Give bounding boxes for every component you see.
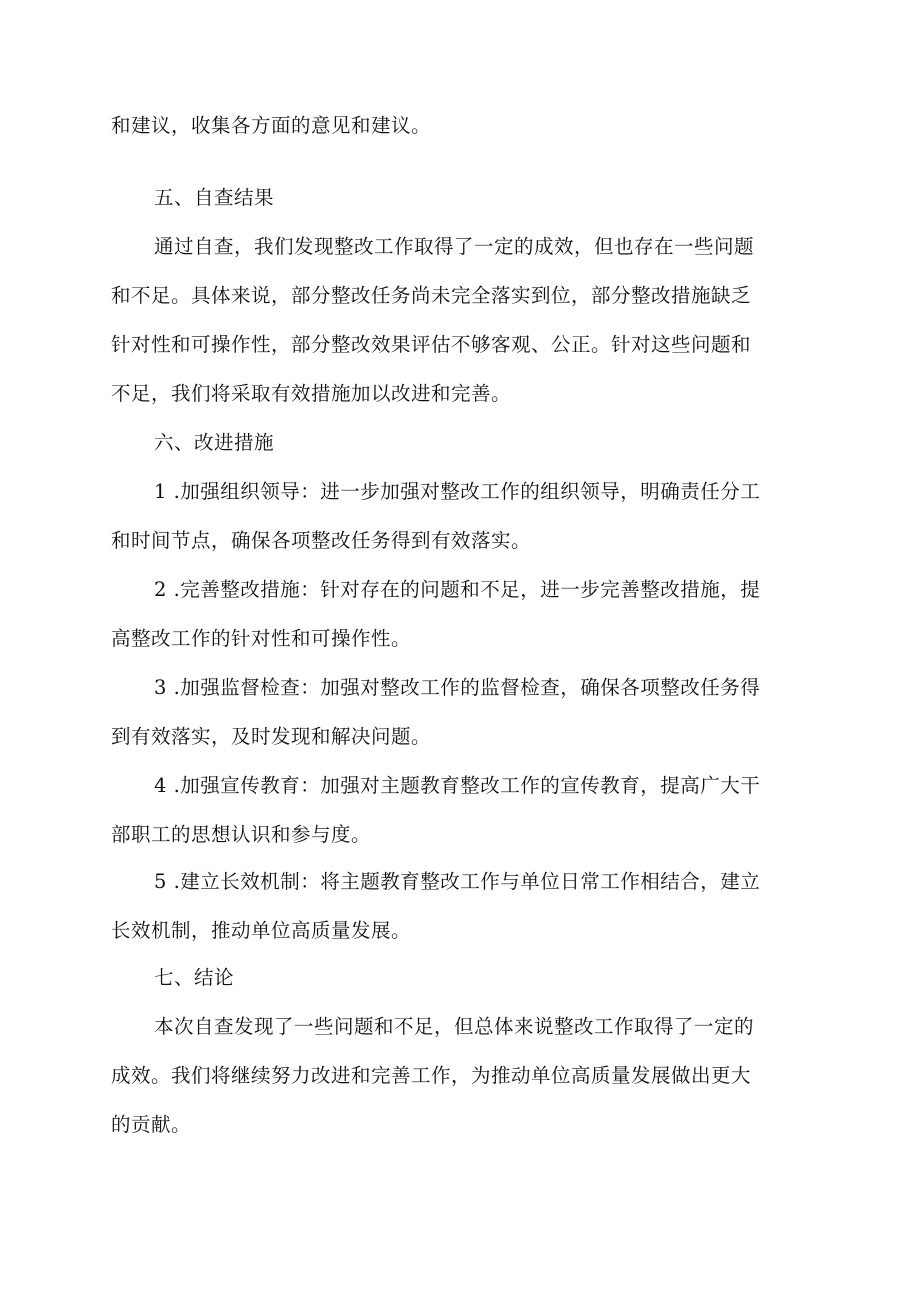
text-line: 的贡献。 [111,1113,192,1136]
text-line: 通过自查，我们发现整改工作取得了一定的成效，但也存在一些问题 [154,235,755,258]
text-line: 成效。我们将继续努力改进和完善工作，为推动单位高质量发展做出更大 [111,1064,752,1087]
list-item-5-line: 长效机制，推动单位高质量发展。 [111,919,412,942]
list-item-3-line: 到有效落实，及时发现和解决问题。 [111,725,432,748]
text-line: 针对性和可操作性，部分整改效果评估不够客观、公正。针对这些问题和 [111,333,752,356]
list-item-4-line: 4 .加强宣传教育：加强对主题教育整改工作的宣传教育，提高广大干 [154,774,761,797]
list-item-2-line: 高整改工作的针对性和可操作性。 [111,627,412,650]
list-item-1-line: 和时间节点，确保各项整改任务得到有效落实。 [111,529,532,552]
list-item-4-line: 部职工的思想认识和参与度。 [111,823,372,846]
text-line: 和不足。具体来说，部分整改任务尚未完全落实到位，部分整改措施缺乏 [111,284,752,307]
text-line: 不足，我们将采取有效措施加以改进和完善。 [111,382,512,405]
text-line: 和建议，收集各方面的意见和建议。 [111,114,432,137]
section-heading-5: 五、自查结果 [154,186,275,209]
list-item-2-line: 2 .完善整改措施：针对存在的问题和不足，进一步完善整改措施，提 [154,578,761,601]
section-heading-6: 六、改进措施 [154,431,275,454]
list-item-5-line: 5 .建立长效机制：将主题教育整改工作与单位日常工作相结合，建立 [154,870,761,893]
list-item-1-line: 1 .加强组织领导：进一步加强对整改工作的组织领导，明确责任分工 [154,480,761,503]
section-heading-7: 七、结论 [154,966,235,989]
list-item-3-line: 3 .加强监督检查：加强对整改工作的监督检查，确保各项整改任务得 [154,676,761,699]
text-line: 本次自查发现了一些问题和不足，但总体来说整改工作取得了一定的 [154,1015,755,1038]
